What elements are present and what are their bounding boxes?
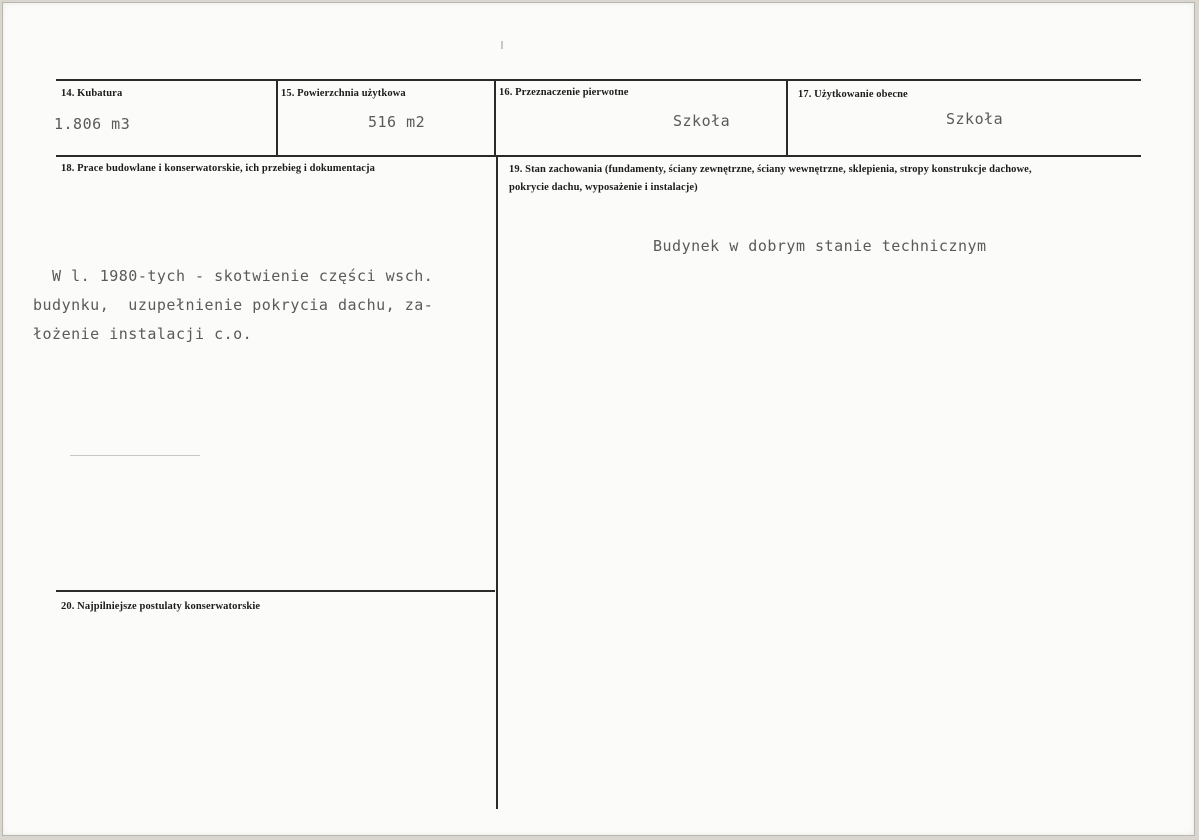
paper-speck (501, 41, 503, 49)
field-20-rule (56, 590, 495, 592)
field-19-label: 19. Stan zachowania (fundamenty, ściany zewnętrzne, ściany wewnętrzne, sklepienia, stropy konstrukcje dachowe, pokrycie dachu, wyposażenie i instalacje) (509, 164, 1032, 193)
faint-mark (70, 455, 200, 456)
field-18-line-2: budynku, uzupełnienie pokrycia dachu, za- (33, 296, 434, 314)
top-rule (56, 79, 1141, 81)
field-17-label: 17. Użytkowanie obecne (798, 89, 908, 100)
field-18-line-3: łożenie instalacji c.o. (33, 325, 253, 343)
field-18-label: 18. Prace budowlane i konserwatorskie, ich przebieg i dokumentacja (61, 163, 376, 174)
field-17-value: Szkoła (946, 110, 1004, 128)
separator-16-17 (786, 79, 788, 157)
field-14-value: 1.806 m3 (54, 115, 131, 133)
field-16-value: Szkoła (673, 112, 731, 130)
field-20-label: 20. Najpilniejsze postulaty konserwatorskie (61, 601, 261, 612)
inventory-card (2, 2, 1195, 836)
field-15-label: 15. Powierzchnia użytkowa (281, 88, 406, 99)
field-18-line-1: W l. 1980-tych - skotwienie części wsch. (33, 267, 434, 285)
field-15-value: 516 m2 (368, 113, 426, 131)
main-divider (496, 155, 498, 809)
separator-15-16 (494, 79, 496, 157)
field-16-label: 16. Przeznaczenie pierwotne (499, 87, 629, 98)
field-19-value: Budynek w dobrym stanie technicznym (653, 237, 987, 255)
middle-rule (56, 155, 1141, 157)
separator-14-15 (276, 79, 278, 157)
field-14-label: 14. Kubatura (61, 88, 123, 99)
